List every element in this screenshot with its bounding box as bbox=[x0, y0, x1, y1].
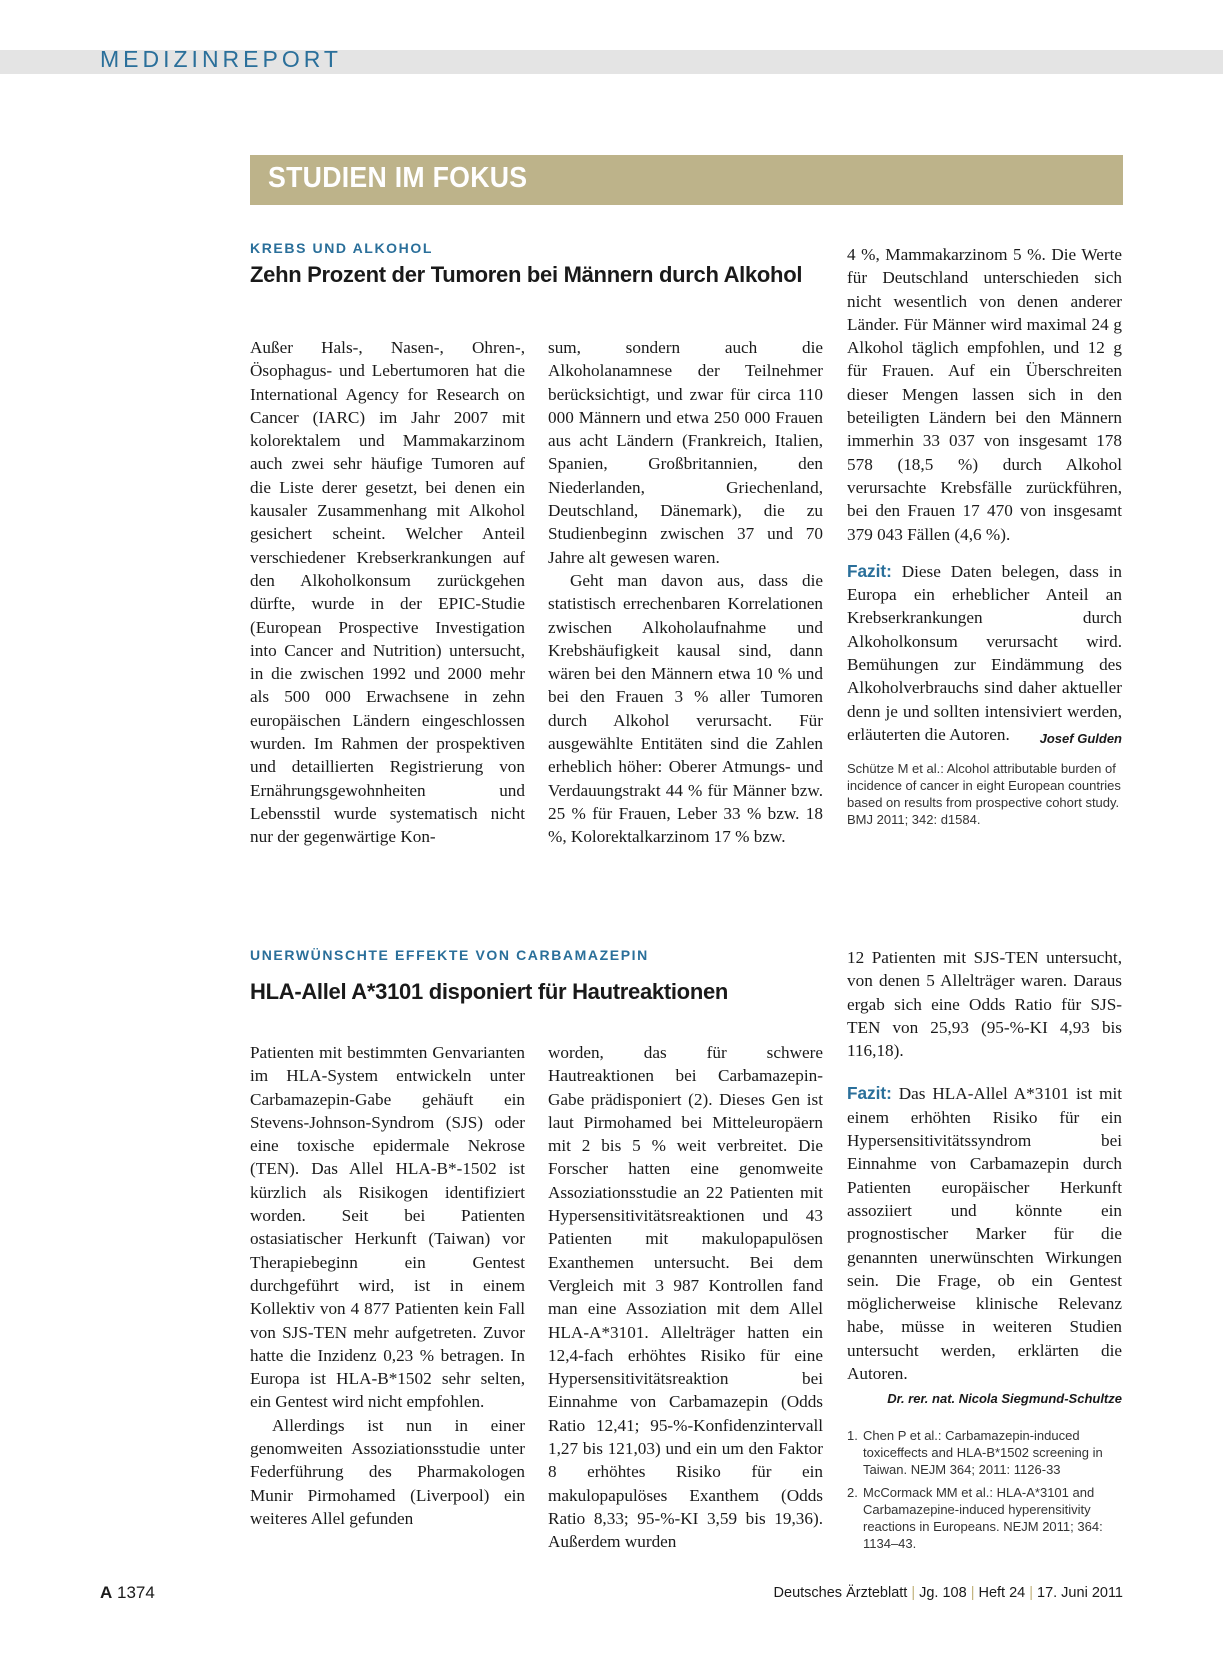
article1-paragraph: sum, sondern auch die Alkoholanamnese der Teilnehmer berücksichtigt, und zwar für circa 110 000 Männern und etwa 250 000 Frauen aus acht Ländern (Frankreich, Italien, Spanien, Großbritannien, den Niederlanden, Griechenland, Deutschland, Dänemark), die zu Studienbeginn zwischen 37 und 70 Jahre alt gewesen waren. bbox=[548, 338, 823, 567]
article2-column-1 bbox=[250, 1041, 525, 1530]
reference-text: McCormack MM et al.: HLA-A*3101 and Carbamazepine-induced hyperensitivity reactions in Europeans. NEJM 2011; 364: 1134–43. bbox=[863, 1484, 1103, 1551]
author: Dr. rer. nat. Nicola Siegmund-Schultze bbox=[887, 1391, 1122, 1407]
journal-date: 17. Juni 2011 bbox=[1037, 1585, 1123, 1601]
article1-paragraph: Außer Hals-, Nasen-, Ohren-, Ösophagus- und Lebertumoren hat die International Agency for Research on Cancer (IARC) im Jahr 2007 mit kolorektalem und Mammakarzinom auch zwei sehr häufige Tumoren auf die Liste derer gesetzt, bei denen ein kausaler Zusammenhang mit Alkohol gesichert scheint. Welcher Anteil verschiedener Krebserkrankungen auf den Alkoholkonsum zurückgehen dürfte, wurde in der EPIC-Studie (European Prospective Investigation into Cancer and Nutrition) untersucht, in die zwischen 1992 und 2000 mehr als 500 000 Erwachsene in zehn europäischen Ländern eingeschlossen wurden. Im Rahmen der prospektiven und detaillierten Registrierung von Ernährungsgewohnheiten und Lebensstil wurde systematisch nicht nur der gegenwärtige Kon- bbox=[250, 338, 525, 847]
article2-paragraph: Patienten mit bestimmten Genvarianten im HLA-System entwickeln unter Carbamazepin-Gabe gehäuft ein Stevens-Johnson-Syndrom (SJS) oder eine toxische epidermale Nekrose (TEN). Das Allel HLA-B*-1502 ist kürzlich als Risikogen identifiziert worden. Seit bei Patienten ostasiatischer Herkunft (Taiwan) vor Therapiebeginn ein Gentest durchgeführt wird, ist in einem Kollektiv von 4 877 Patienten kein Fall von SJS-TEN mehr aufgetreten. Zuvor hatte die Inzidenz 0,23 % betragen. In Europa ist HLA-B*1502 sehr selten, ein Gentest wird nicht empfohlen. bbox=[250, 1043, 525, 1412]
reference: Schütze M et al.: Alcohol attributable burden of incidence of cancer in eight European countries based on results from prospective cohort study. BMJ 2011; 342: d1584. bbox=[847, 761, 1121, 828]
journal-name: Deutsches Ärzteblatt bbox=[773, 1585, 908, 1601]
article2-column-3 bbox=[847, 946, 1122, 1558]
article2-kicker: UNERWÜNSCHTE EFFEKTE VON CARBAMAZEPIN bbox=[250, 947, 649, 963]
fazit-text: Das HLA-Allel A*3101 ist mit einem erhöhten Risiko für ein Hypersensitivitätssyndrom bei Einnahme von Carbamazepin durch Patienten europäischer Herkunft assoziiert und könnte ein prognostischer Marker für die genannten unerwünschten Wirkungen sein. Die Frage, ob ein Gentest möglicherweise klinische Relevanz habe, müsse in weiteren Studien untersucht werden, erklärten die Autoren. bbox=[847, 1084, 1123, 1384]
page-number-value: 1374 bbox=[117, 1583, 155, 1602]
journal-footer bbox=[774, 1585, 1123, 1601]
fazit-text: Diese Daten belegen, dass in Europa ein erheblicher Anteil an Krebserkrankungen durch Alkoholkonsum verursacht wird. Bemühungen zur Eindämmung des Alkoholverbrauchs sind daher aktueller denn je und sollten intensiviert werden, erläuterten die Autoren. bbox=[847, 561, 1123, 744]
fazit-label: Fazit: bbox=[847, 560, 892, 581]
article1-column-1 bbox=[250, 336, 525, 849]
article2-headline: HLA-Allel A*3101 disponiert für Hautreaktionen bbox=[250, 979, 729, 1004]
page-letter: A bbox=[100, 1583, 113, 1602]
reference-item bbox=[847, 1484, 1122, 1552]
reference-text: Chen P et al.: Carbamazepin-induced toxiceffects and HLA-B*1502 screening in Taiwan. NEJM 364; 2011: 1126-33 bbox=[863, 1427, 1103, 1477]
article2-column-2 bbox=[548, 1041, 823, 1554]
reference-list bbox=[847, 1427, 1122, 1552]
article1-headline: Zehn Prozent der Tumoren bei Männern durch Alkohol bbox=[250, 262, 803, 287]
reference-number: 1. bbox=[847, 1427, 858, 1443]
article1-kicker: KREBS UND ALKOHOL bbox=[250, 240, 434, 256]
footer-separator: | bbox=[970, 1585, 975, 1601]
article1-column-3 bbox=[847, 243, 1122, 828]
author: Josef Gulden bbox=[1039, 730, 1122, 746]
article1-paragraph: 4 %, Mammakarzinom 5 %. Die Werte für Deutschland unterschieden sich nicht wesentlich von denen anderer Länder. Für Männer wird maximal 24 g Alkohol täglich empfohlen, und 12 g für Frauen. Auf ein Überschreiten dieser Mengen lassen sich in den beteiligten Ländern bei den Männern immerhin 33 037 von insgesamt 178 578 (18,5 %) durch Alkohol verursachte Krebsfälle zurückführen, bei den Frauen 17 470 von insgesamt 379 043 Fällen (4,6 %). bbox=[847, 245, 1122, 544]
footer-separator: | bbox=[1029, 1585, 1033, 1601]
article1-fazit bbox=[847, 560, 1122, 746]
reference-number: 2. bbox=[847, 1484, 858, 1500]
fazit-label: Fazit: bbox=[847, 1083, 892, 1104]
journal-issue: Heft 24 bbox=[978, 1585, 1026, 1601]
article2-paragraph: worden, das für schwere Hautreaktionen bei Carbamazepin-Gabe prädisponiert (2). Dieses Gen ist laut Pirmohamed bei Mitteleuropäern mit 2 bis 5 % weit verbreitet. Die Forscher hatten eine genomweite Assoziationsstudie an 22 Patienten mit Hypersensitivitätsreaktionen und 43 Patienten mit makulopapulösen Exanthemen untersucht. Bei dem Vergleich mit 3 987 Kontrollen fand man eine Assoziation mit dem Allel HLA-A*3101. Allelträger hatten ein 12,4-fach erhöhtes Risiko für eine Hypersensitivitätsreaktion bei Einnahme von Carbamazepin (Odds Ratio 12,41; 95-%-Konfidenzintervall 1,27 bis 121,03) und ein um den Faktor 8 erhöhtes Risiko für ein makulopapulöses Exanthem (Odds Ratio 8,33; 95-%-KI 3,59 bis 19,36). Außerdem wurden bbox=[548, 1043, 823, 1552]
footer-separator: | bbox=[911, 1585, 916, 1601]
journal-volume: Jg. 108 bbox=[919, 1585, 967, 1601]
banner-title: STUDIEN IM FOKUS bbox=[268, 162, 528, 194]
section-label: MEDIZINREPORT bbox=[100, 46, 342, 72]
page-number bbox=[100, 1583, 155, 1603]
reference-item bbox=[847, 1427, 1122, 1478]
article1-column-2 bbox=[548, 336, 823, 849]
article2-paragraph: 12 Patienten mit SJS-TEN untersucht, von denen 5 Allelträger waren. Daraus ergab sich eine Odds Ratio für SJS-TEN von 25,93 (95-%-KI 4,93 bis 116,18). bbox=[847, 948, 1122, 1061]
article2-fazit bbox=[847, 1082, 1122, 1385]
article1-paragraph: Geht man davon aus, dass die statistisch errechenbaren Korrelationen zwischen Alkoholaufnahme und Krebshäufigkeit kausal sind, dann wären bei den Männern etwa 10 % und bei den Frauen 3 % aller Tumoren durch Alkohol verursacht. Für ausgewählte Entitäten sind die Zahlen erheblich höher: Oberer Atmungs- und Verdauungstrakt 44 % für Männer bzw. 25 % für Frauen, Leber 33 % bzw. 18 %, Kolorektalkarzinom 17 % bzw. bbox=[548, 570, 823, 847]
article2-paragraph: Allerdings ist nun in einer genomweiten Assoziationsstudie unter Federführung des Pharmakologen Munir Pirmohamed (Liverpool) ein weiteres Allel gefunden bbox=[250, 1415, 525, 1528]
banner bbox=[250, 155, 1123, 205]
